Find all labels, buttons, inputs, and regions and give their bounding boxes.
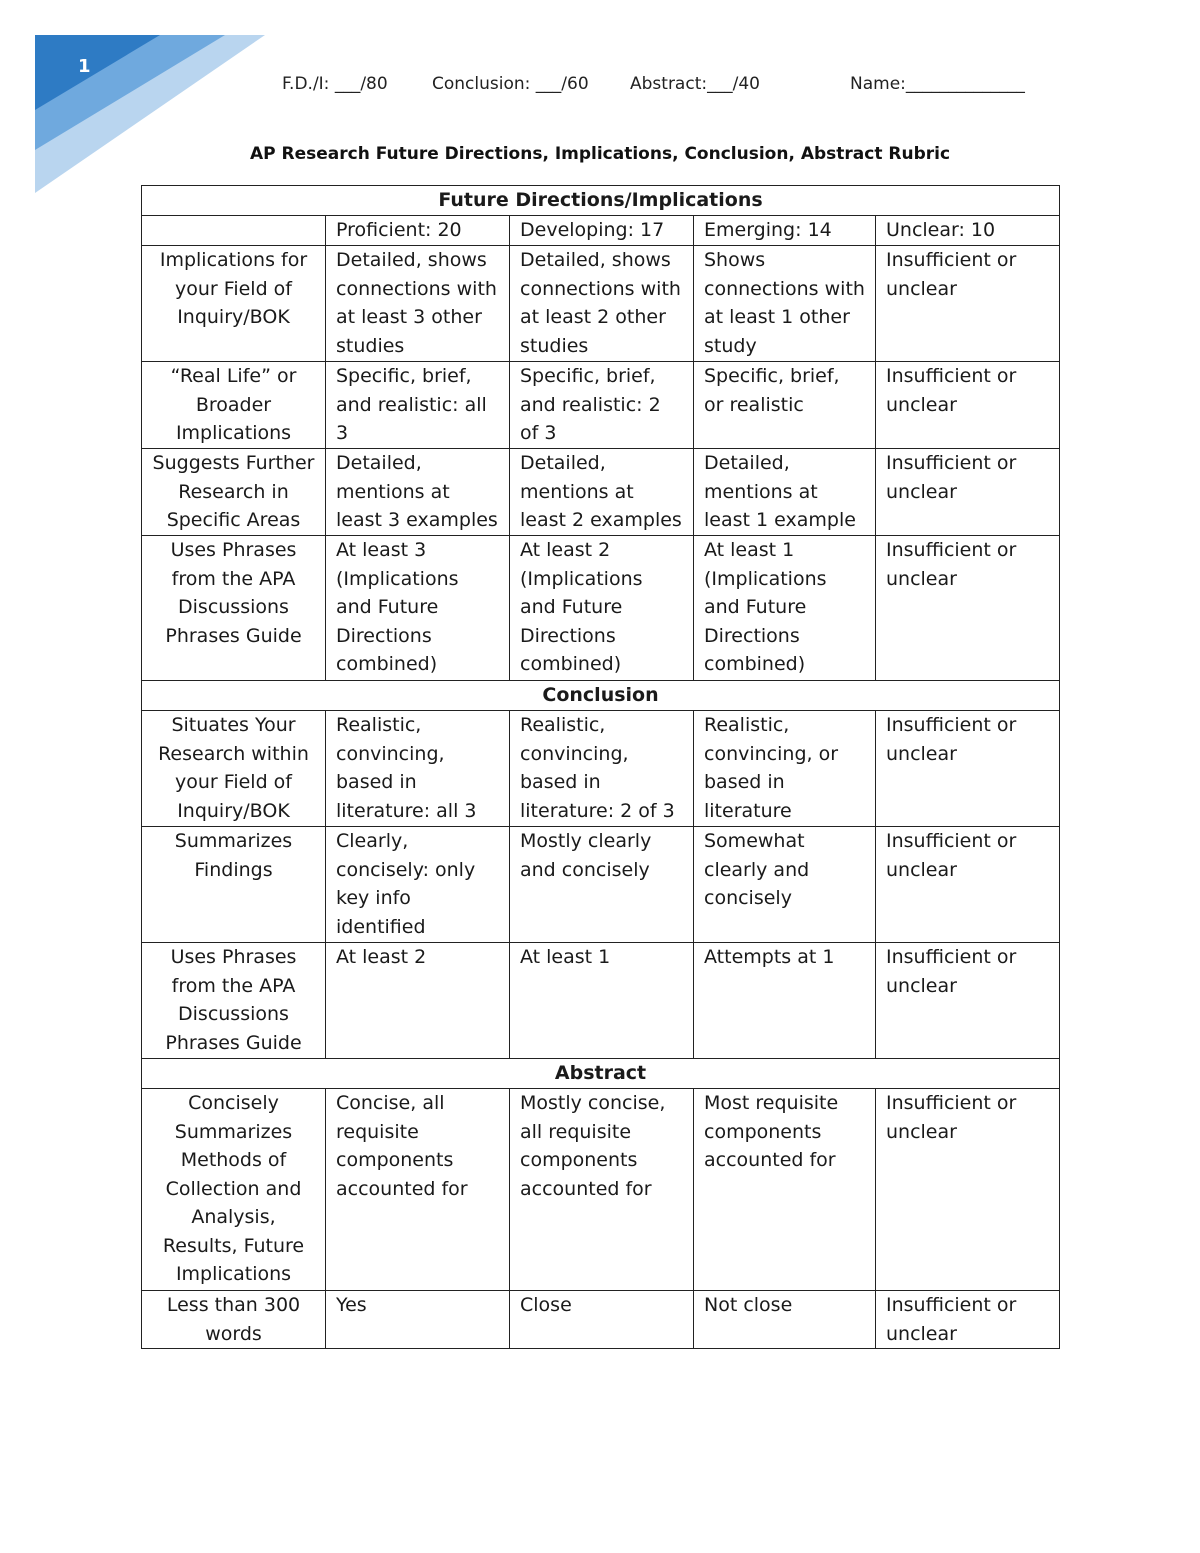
- section-title-abstract: Abstract: [142, 1059, 1060, 1089]
- emerging-cell: Detailed, mentions at least 1 example: [694, 449, 876, 536]
- section-header-row: [142, 1059, 1060, 1089]
- document-title: AP Research Future Directions, Implications, Conclusion, Abstract Rubric: [249, 144, 951, 164]
- criterion-cell: Suggests Further Research in Specific Areas: [142, 449, 326, 536]
- developing-cell: Mostly concise, all requisite components accounted for: [510, 1089, 694, 1291]
- unclear-cell: Insufficient or unclear: [876, 711, 1060, 827]
- proficient-cell: At least 2: [326, 943, 510, 1059]
- criterion-cell: Concisely Summarizes Methods of Collection and Analysis, Results, Future Implications: [142, 1089, 326, 1291]
- proficient-cell: Specific, brief, and realistic: all 3: [326, 362, 510, 449]
- criterion-cell: Uses Phrases from the APA Discussions Phrases Guide: [142, 536, 326, 681]
- emerging-cell: At least 1 (Implications and Future Directions combined): [694, 536, 876, 681]
- column-header-row: [142, 216, 1060, 246]
- fdi-score: F.D./I: ___/80: [282, 74, 388, 94]
- emerging-cell: Specific, brief, or realistic: [694, 362, 876, 449]
- table-row: [142, 536, 1060, 681]
- criterion-cell: “Real Life” or Broader Implications: [142, 362, 326, 449]
- unclear-cell: Insufficient or unclear: [876, 943, 1060, 1059]
- criterion-cell: Summarizes Findings: [142, 827, 326, 943]
- unclear-cell: Insufficient or unclear: [876, 246, 1060, 362]
- proficient-cell: Concise, all requisite components accounted for: [326, 1089, 510, 1291]
- unclear-cell: Insufficient or unclear: [876, 827, 1060, 943]
- table-row: [142, 827, 1060, 943]
- developing-cell: At least 1: [510, 943, 694, 1059]
- emerging-cell: Realistic, convincing, or based in literature: [694, 711, 876, 827]
- criterion-cell: Uses Phrases from the APA Discussions Phrases Guide: [142, 943, 326, 1059]
- proficient-cell: At least 3 (Implications and Future Directions combined): [326, 536, 510, 681]
- developing-cell: Mostly clearly and concisely: [510, 827, 694, 943]
- emerging-cell: Attempts at 1: [694, 943, 876, 1059]
- unclear-cell: Insufficient or unclear: [876, 1089, 1060, 1291]
- abstract-score: Abstract:___/40: [630, 74, 760, 94]
- emerging-cell: Somewhat clearly and concisely: [694, 827, 876, 943]
- table-row: [142, 1291, 1060, 1349]
- proficient-cell: Detailed, mentions at least 3 examples: [326, 449, 510, 536]
- table-row: [142, 1089, 1060, 1291]
- column-header-unclear: Unclear: 10: [876, 216, 1060, 246]
- unclear-cell: Insufficient or unclear: [876, 536, 1060, 681]
- page-number: 1: [78, 56, 91, 77]
- developing-cell: Close: [510, 1291, 694, 1349]
- table-row: [142, 246, 1060, 362]
- page-corner-decoration: [0, 0, 270, 200]
- emerging-cell: Most requisite components accounted for: [694, 1089, 876, 1291]
- section-header-row: [142, 681, 1060, 711]
- table-row: [142, 362, 1060, 449]
- table-row: [142, 449, 1060, 536]
- table-row: [142, 711, 1060, 827]
- table-row: [142, 943, 1060, 1059]
- developing-cell: Detailed, shows connections with at least 2 other studies: [510, 246, 694, 362]
- developing-cell: At least 2 (Implications and Future Directions combined): [510, 536, 694, 681]
- column-header-empty: [142, 216, 326, 246]
- column-header-proficient: Proficient: 20: [326, 216, 510, 246]
- developing-cell: Detailed, mentions at least 2 examples: [510, 449, 694, 536]
- column-header-developing: Developing: 17: [510, 216, 694, 246]
- section-title-conclusion: Conclusion: [142, 681, 1060, 711]
- criterion-cell: Situates Your Research within your Field of Inquiry/BOK: [142, 711, 326, 827]
- section-title-future: Future Directions/Implications: [142, 186, 1060, 216]
- conclusion-score: Conclusion: ___/60: [432, 74, 589, 94]
- column-header-emerging: Emerging: 14: [694, 216, 876, 246]
- criterion-cell: Less than 300 words: [142, 1291, 326, 1349]
- rubric-table: [141, 185, 1060, 1349]
- section-header-row: [142, 186, 1060, 216]
- proficient-cell: Yes: [326, 1291, 510, 1349]
- name-field: Name:______________: [850, 74, 1025, 94]
- unclear-cell: Insufficient or unclear: [876, 449, 1060, 536]
- unclear-cell: Insufficient or unclear: [876, 1291, 1060, 1349]
- emerging-cell: Not close: [694, 1291, 876, 1349]
- developing-cell: Specific, brief, and realistic: 2 of 3: [510, 362, 694, 449]
- proficient-cell: Detailed, shows connections with at least 3 other studies: [326, 246, 510, 362]
- proficient-cell: Clearly, concisely: only key info identified: [326, 827, 510, 943]
- developing-cell: Realistic, convincing, based in literature: 2 of 3: [510, 711, 694, 827]
- emerging-cell: Shows connections with at least 1 other study: [694, 246, 876, 362]
- proficient-cell: Realistic, convincing, based in literature: all 3: [326, 711, 510, 827]
- unclear-cell: Insufficient or unclear: [876, 362, 1060, 449]
- criterion-cell: Implications for your Field of Inquiry/BOK: [142, 246, 326, 362]
